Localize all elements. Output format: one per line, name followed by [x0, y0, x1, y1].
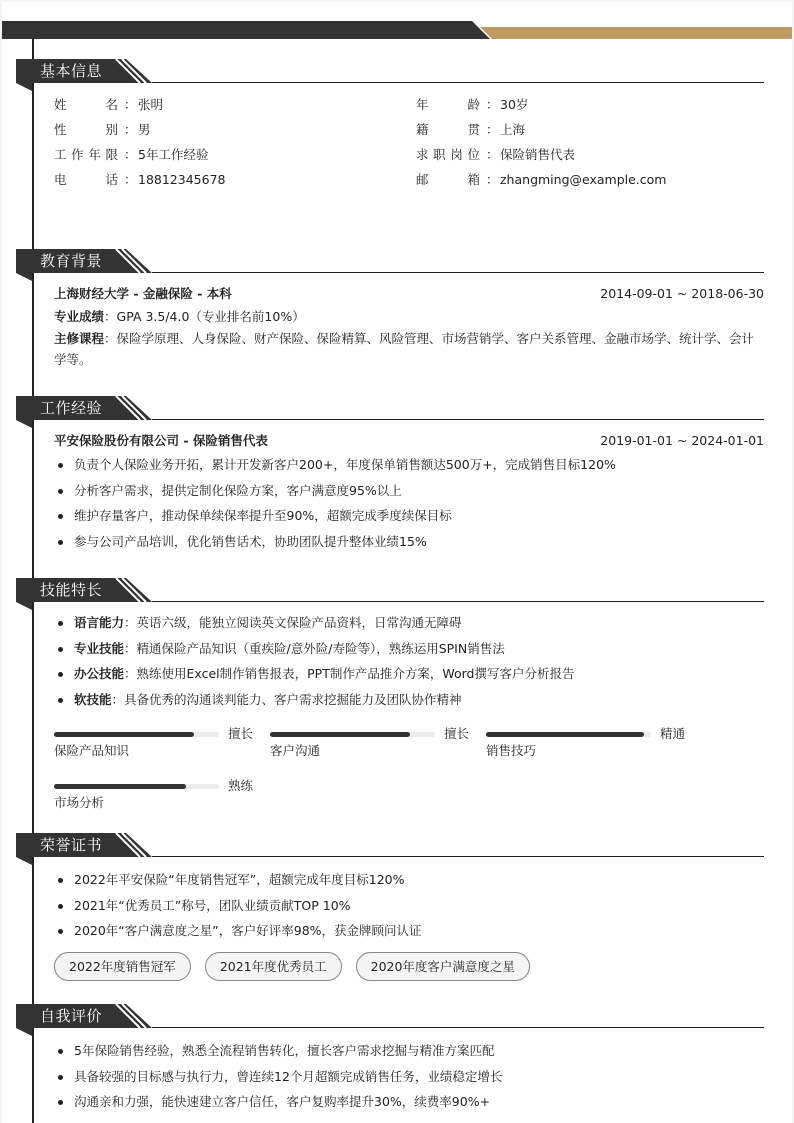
info-label: 性 别	[54, 122, 118, 137]
skill-fill	[54, 784, 186, 789]
education-courses: 主修课程：保险学原理、人身保险、财产保险、保险精算、风险管理、市场营销学、客户关系管理、金融市场学、统计学、会计学等。	[54, 331, 755, 367]
skill-name: 市场分析	[54, 795, 105, 810]
info-value: 保险销售代表	[500, 147, 576, 162]
section-title: 技能特长	[40, 581, 103, 599]
skill-level: 擅长	[228, 726, 254, 741]
skill-bar-item	[486, 726, 702, 770]
section-self-evaluation	[16, 1004, 764, 1115]
company-line: 平安保险股份有限公司 - 保险销售代表	[54, 433, 268, 448]
list-item: 5年保险销售经验，熟悉全流程销售转化，擅长客户需求挖掘与精准方案匹配	[54, 1038, 764, 1064]
list-item: 沟通亲和力强，能快速建立客户信任，客户复购率提升30%，续费率90%+	[54, 1089, 764, 1115]
info-email: 邮 箱 ： zhangming@example.com	[416, 172, 667, 187]
info-label: 工 作 年 限	[54, 147, 118, 162]
info-hometown: 籍 贯 ： 上海	[416, 122, 526, 137]
list-item: 维护存量客户，推动保单续保率提升至90%，超额完成季度续保目标	[54, 503, 764, 529]
section-rule	[152, 272, 764, 273]
section-header	[16, 833, 764, 857]
list-item: 办公技能：熟练使用Excel制作销售报表，PPT制作产品推介方案，Word撰写客户分析报告	[54, 661, 764, 687]
education-dates: 2014-09-01 ~ 2018-06-30	[600, 286, 764, 301]
info-name: 姓 名 ： 张明	[54, 97, 164, 112]
skill-bar-item	[270, 726, 486, 770]
list-item: 具备较强的目标感与执行力，曾连续12个月超额完成销售任务，业绩稳定增长	[54, 1064, 764, 1090]
section-title: 工作经验	[40, 399, 103, 417]
skill-fill	[486, 732, 644, 737]
section-title: 自我评价	[40, 1007, 103, 1025]
basic-info-right	[416, 95, 764, 189]
honor-tag: 2020年度客户满意度之星	[356, 952, 530, 981]
skill-fill	[54, 732, 194, 737]
list-item: 语言能力：英语六级，能独立阅读英文保险产品资料，日常沟通无障碍	[54, 610, 764, 636]
skill-track	[270, 732, 435, 737]
basic-info-left	[54, 95, 416, 189]
info-label: 籍 贯	[416, 122, 480, 137]
section-header	[16, 249, 764, 273]
section-honors	[16, 833, 764, 981]
stripes-icon	[112, 249, 152, 273]
stripes-icon	[112, 833, 152, 857]
list-item: 2021年“优秀员工”称号，团队业绩贡献TOP 10%	[54, 893, 764, 919]
list-item: 2022年平安保险“年度销售冠军”，超额完成年度目标120%	[54, 867, 764, 893]
section-title: 教育背景	[40, 252, 103, 270]
skill-bar-item	[54, 726, 270, 770]
resume-page	[2, 2, 792, 1123]
info-value: 5年工作经验	[138, 147, 209, 162]
section-title: 荣誉证书	[40, 836, 103, 854]
section-title: 基本信息	[40, 62, 103, 80]
section-header	[16, 578, 764, 602]
header-bar-gold	[480, 27, 792, 39]
skill-fill	[270, 732, 410, 737]
info-phone: 电 话 ： 18812345678	[54, 172, 226, 187]
education-grade: 专业成绩：GPA 3.5/4.0（专业排名前10%）	[54, 309, 305, 324]
info-value: 上海	[500, 122, 526, 137]
section-work	[16, 396, 764, 554]
section-rule	[152, 1027, 764, 1028]
list-item: 负责个人保险业务开拓，累计开发新客户200+，年度保单销售额达500万+，完成销售目标120%	[54, 452, 764, 478]
skill-track	[54, 732, 219, 737]
section-education	[16, 249, 764, 370]
skill-level: 熟练	[228, 778, 254, 793]
work-entry-header	[54, 430, 764, 452]
self-bullets	[54, 1038, 764, 1115]
info-years: 工 作 年 限 ： 5年工作经验	[54, 147, 209, 162]
school-line: 上海财经大学 - 金融保险 - 本科	[54, 286, 232, 301]
info-label: 电 话	[54, 172, 118, 187]
info-position: 求 职 岗 位 ： 保险销售代表	[416, 147, 576, 162]
honor-tags	[54, 952, 764, 981]
info-value: zhangming@example.com	[500, 172, 667, 187]
skill-name: 客户沟通	[270, 743, 321, 758]
info-value: 30岁	[500, 97, 529, 112]
education-entry-header	[54, 283, 764, 305]
list-item: 分析客户需求，提供定制化保险方案，客户满意度95%以上	[54, 478, 764, 504]
skill-name: 销售技巧	[486, 743, 537, 758]
skill-bars	[54, 726, 764, 822]
info-label: 邮 箱	[416, 172, 480, 187]
honor-tag: 2021年度优秀员工	[205, 952, 342, 981]
section-rule	[152, 601, 764, 602]
section-header	[16, 59, 764, 83]
skill-track	[486, 732, 651, 737]
section-rule	[152, 419, 764, 420]
section-skills	[16, 578, 764, 822]
list-item: 专业技能：精通保险产品知识（重疾险/意外险/寿险等），熟练运用SPIN销售法	[54, 636, 764, 662]
list-item: 参与公司产品培训，优化销售话术，协助团队提升整体业绩15%	[54, 529, 764, 555]
list-item: 2020年“客户满意度之星”，客户好评率98%，获金牌顾问认证	[54, 918, 764, 944]
section-rule	[152, 856, 764, 857]
section-header	[16, 396, 764, 420]
work-dates: 2019-01-01 ~ 2024-01-01	[600, 433, 764, 448]
info-value: 男	[138, 122, 151, 137]
honor-tag: 2022年度销售冠军	[54, 952, 191, 981]
skill-bar-item	[54, 778, 270, 822]
section-rule	[152, 82, 764, 83]
info-label: 姓 名	[54, 97, 118, 112]
list-item: 软技能：具备优秀的沟通谈判能力、客户需求挖掘能力及团队协作精神	[54, 687, 764, 713]
header-bar-dark	[2, 21, 490, 39]
info-age: 年 龄 ： 30岁	[416, 97, 529, 112]
stripes-icon	[112, 59, 152, 83]
work-bullets	[54, 452, 764, 554]
basic-info-grid	[54, 95, 764, 189]
info-label: 年 龄	[416, 97, 480, 112]
skill-bullets	[54, 610, 764, 712]
info-value: 18812345678	[138, 172, 226, 187]
skill-name: 保险产品知识	[54, 743, 130, 758]
info-gender: 性 别 ： 男	[54, 122, 151, 137]
stripes-icon	[112, 578, 152, 602]
section-basic-info	[16, 59, 764, 189]
honor-bullets	[54, 867, 764, 944]
skill-level: 擅长	[444, 726, 470, 741]
section-header	[16, 1004, 764, 1028]
skill-track	[54, 784, 219, 789]
info-label: 求 职 岗 位	[416, 147, 480, 162]
skill-level: 精通	[660, 726, 686, 741]
info-value: 张明	[138, 97, 164, 112]
stripes-icon	[112, 1004, 152, 1028]
stripes-icon	[112, 396, 152, 420]
